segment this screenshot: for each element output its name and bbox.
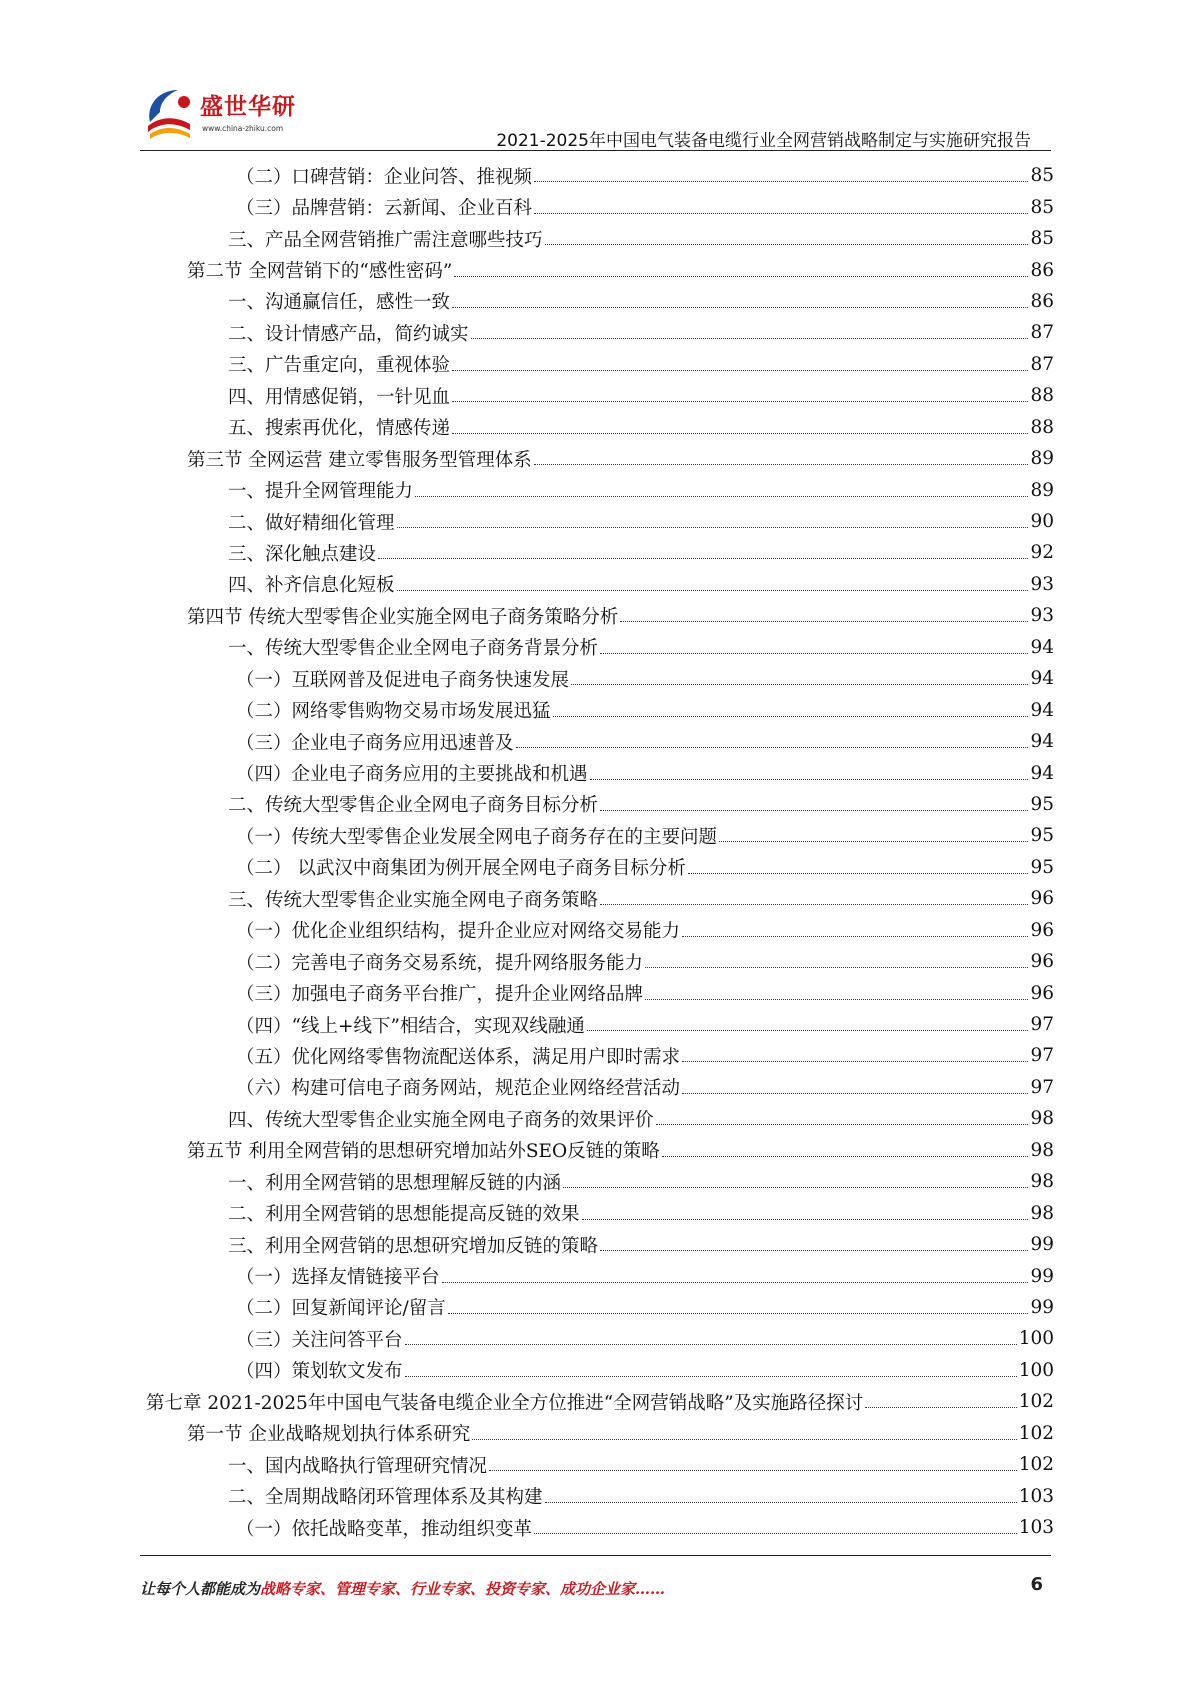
toc-entry[interactable] — [146, 1040, 1054, 1071]
toc-entry-page: 102 — [1018, 1422, 1054, 1444]
toc-dot-leader — [534, 1533, 1017, 1534]
header-divider — [140, 150, 1051, 151]
table-of-contents — [146, 160, 1054, 1543]
toc-entry-title: 第三节 全网运营 建立零售服务型管理体系 — [187, 449, 532, 471]
toc-entry-page: 96 — [1030, 982, 1054, 1004]
toc-entry-title: （一）互联网普及促进电子商务快速发展 — [236, 669, 570, 691]
toc-dot-leader — [590, 779, 1029, 780]
toc-dot-leader — [405, 1344, 1017, 1345]
toc-entry-page: 93 — [1030, 573, 1054, 595]
toc-dot-leader — [582, 1219, 1029, 1220]
toc-entry[interactable] — [146, 443, 1054, 474]
toc-entry-title: （一）依托战略变革，推动组织变革 — [236, 1518, 533, 1540]
toc-entry-page: 103 — [1018, 1517, 1054, 1539]
toc-dot-leader — [600, 1250, 1028, 1251]
toc-dot-leader — [682, 1093, 1028, 1094]
toc-entry-page: 100 — [1018, 1328, 1054, 1350]
toc-dot-leader — [378, 558, 1028, 559]
toc-entry[interactable] — [146, 474, 1054, 505]
toc-entry[interactable] — [146, 223, 1054, 254]
toc-entry[interactable] — [146, 569, 1054, 600]
toc-entry[interactable] — [146, 632, 1054, 663]
toc-entry[interactable] — [146, 883, 1054, 914]
toc-dot-leader — [534, 464, 1029, 465]
toc-entry-title: （二）口碑营销：企业问答、推视频 — [236, 166, 533, 188]
footer-slogan — [140, 1578, 665, 1599]
toc-entry-page: 94 — [1030, 699, 1054, 721]
toc-entry[interactable] — [146, 1260, 1054, 1291]
toc-entry-title: （二） 以武汉中商集团为例开展全网电子商务目标分析 — [236, 858, 686, 880]
footer-slogan-prefix: 让每个人都能成为 — [140, 1580, 261, 1598]
toc-entry[interactable] — [146, 820, 1054, 851]
logo-mark-icon — [140, 82, 202, 144]
toc-dot-leader — [600, 810, 1028, 811]
toc-entry-page: 86 — [1030, 290, 1054, 312]
toc-dot-leader — [553, 716, 1029, 717]
toc-entry[interactable] — [146, 1072, 1054, 1103]
toc-entry-title: （一）优化企业组织结构，提升企业应对网络交易能力 — [236, 921, 681, 943]
toc-entry-page: 98 — [1030, 1202, 1054, 1224]
toc-entry-title: （二）回复新闻评论/留言 — [236, 1298, 446, 1320]
toc-dot-leader — [645, 967, 1028, 968]
toc-entry[interactable] — [146, 191, 1054, 222]
toc-entry-page: 102 — [1018, 1391, 1054, 1413]
toc-entry-title: 四、传统大型零售企业实施全网电子商务的效果评价 — [228, 1109, 654, 1131]
toc-entry-title: 第二节 全网营销下的“感性密码” — [187, 261, 453, 283]
toc-entry-page: 94 — [1030, 636, 1054, 658]
toc-entry[interactable] — [146, 349, 1054, 380]
toc-entry-title: （四）“线上+线下”相结合，实现双线融通 — [236, 1015, 585, 1037]
toc-entry[interactable] — [146, 915, 1054, 946]
toc-entry-page: 95 — [1030, 856, 1054, 878]
toc-entry-page: 87 — [1030, 353, 1054, 375]
toc-dot-leader — [472, 1439, 1016, 1440]
toc-dot-leader — [587, 1030, 1029, 1031]
toc-entry-page: 94 — [1030, 668, 1054, 690]
toc-dot-leader — [397, 527, 1029, 528]
toc-entry-page: 97 — [1030, 1076, 1054, 1098]
toc-entry[interactable] — [146, 600, 1054, 631]
toc-entry-title: 第五节 利用全网营销的思想研究增加站外SEO反链的策略 — [187, 1141, 660, 1163]
toc-entry-title: 一、沟通赢信任，感性一致 — [228, 292, 451, 314]
toc-dot-leader — [471, 338, 1029, 339]
toc-entry[interactable] — [146, 1229, 1054, 1260]
toc-entry-title: （四）企业电子商务应用的主要挑战和机遇 — [236, 764, 588, 786]
toc-dot-leader — [719, 841, 1028, 842]
toc-entry-page: 90 — [1030, 511, 1054, 533]
toc-dot-leader — [682, 1061, 1028, 1062]
toc-dot-leader — [545, 244, 1029, 245]
toc-entry-title: 第四节 传统大型零售企业实施全网电子商务策略分析 — [187, 606, 619, 628]
logo-text: 盛世华研 — [200, 94, 296, 120]
toc-dot-leader — [563, 1187, 1028, 1188]
toc-dot-leader — [489, 1470, 1017, 1471]
toc-entry-page: 96 — [1030, 919, 1054, 941]
toc-entry-page: 99 — [1030, 1265, 1054, 1287]
company-logo — [140, 82, 310, 144]
toc-dot-leader — [600, 653, 1028, 654]
toc-entry[interactable] — [146, 317, 1054, 348]
toc-entry-page: 98 — [1030, 1139, 1054, 1161]
toc-entry[interactable] — [146, 1009, 1054, 1040]
toc-entry[interactable] — [146, 1418, 1054, 1449]
toc-entry[interactable] — [146, 757, 1054, 788]
toc-entry-page: 85 — [1030, 165, 1054, 187]
toc-entry-title: 第七章 2021-2025年中国电气装备电缆企业全方位推进“全网营销战略”及实施路径探讨 — [146, 1392, 864, 1414]
toc-entry-title: （三）关注问答平台 — [236, 1329, 403, 1351]
toc-dot-leader — [415, 496, 1028, 497]
toc-dot-leader — [452, 370, 1028, 371]
toc-entry[interactable] — [146, 726, 1054, 757]
toc-entry-page: 88 — [1030, 416, 1054, 438]
toc-dot-leader — [600, 904, 1028, 905]
toc-dot-leader — [645, 999, 1028, 1000]
toc-entry[interactable] — [146, 1103, 1054, 1134]
toc-dot-leader — [397, 590, 1029, 591]
toc-entry-title: 一、利用全网营销的思想理解反链的内涵 — [228, 1172, 562, 1194]
toc-entry-page: 94 — [1030, 731, 1054, 753]
toc-entry[interactable] — [146, 412, 1054, 443]
toc-entry-page: 86 — [1030, 259, 1054, 281]
toc-entry[interactable] — [146, 946, 1054, 977]
toc-entry-title: （三）企业电子商务应用迅速普及 — [236, 732, 514, 754]
toc-entry-page: 87 — [1030, 322, 1054, 344]
toc-entry-page: 102 — [1018, 1454, 1054, 1476]
toc-entry[interactable] — [146, 1386, 1054, 1417]
toc-entry-page: 85 — [1030, 196, 1054, 218]
toc-entry-page: 103 — [1018, 1485, 1054, 1507]
toc-dot-leader — [534, 213, 1028, 214]
toc-entry[interactable] — [146, 1480, 1054, 1511]
toc-entry-title: 二、传统大型零售企业全网电子商务目标分析 — [228, 795, 599, 817]
toc-entry-page: 89 — [1030, 479, 1054, 501]
toc-entry-title: 一、国内战略执行管理研究情况 — [228, 1455, 488, 1477]
toc-entry[interactable] — [146, 1512, 1054, 1543]
page-number: 6 — [1030, 1574, 1043, 1595]
toc-entry-page: 96 — [1030, 951, 1054, 973]
toc-entry-title: 五、搜索再优化，情感传递 — [228, 418, 451, 440]
toc-entry[interactable] — [146, 852, 1054, 883]
toc-entry-title: 三、广告重定向，重视体验 — [228, 355, 451, 377]
toc-entry-title: 三、产品全网营销推广需注意哪些技巧 — [228, 229, 543, 251]
toc-entry-page: 88 — [1030, 385, 1054, 407]
toc-dot-leader — [865, 1407, 1016, 1408]
toc-entry[interactable] — [146, 694, 1054, 725]
toc-entry-title: 四、补齐信息化短板 — [228, 575, 395, 597]
toc-entry[interactable] — [146, 1449, 1054, 1480]
toc-entry[interactable] — [146, 1355, 1054, 1386]
toc-dot-leader — [452, 401, 1028, 402]
toc-entry[interactable] — [146, 977, 1054, 1008]
toc-entry-title: （三）加强电子商务平台推广，提升企业网络品牌 — [236, 984, 644, 1006]
toc-dot-leader — [545, 1502, 1017, 1503]
toc-entry-page: 93 — [1030, 605, 1054, 627]
toc-entry[interactable] — [146, 254, 1054, 285]
toc-dot-leader — [452, 433, 1028, 434]
toc-entry-title: 三、利用全网营销的思想研究增加反链的策略 — [228, 1235, 599, 1257]
toc-dot-leader — [405, 1376, 1017, 1377]
toc-entry[interactable] — [146, 1323, 1054, 1354]
toc-entry-title: 一、提升全网管理能力 — [228, 481, 414, 503]
toc-entry-title: （四）策划软文发布 — [236, 1361, 403, 1383]
toc-entry[interactable] — [146, 506, 1054, 537]
toc-entry-page: 94 — [1030, 762, 1054, 784]
toc-entry-title: 一、传统大型零售企业全网电子商务背景分析 — [228, 638, 599, 660]
toc-entry-page: 85 — [1030, 228, 1054, 250]
logo-url: www.china-zhiku.com — [202, 124, 284, 133]
toc-entry-title: 三、深化触点建设 — [228, 543, 377, 565]
toc-entry[interactable] — [146, 160, 1054, 191]
toc-entry-title: 二、设计情感产品，简约诚实 — [228, 323, 469, 345]
toc-entry[interactable] — [146, 1292, 1054, 1323]
toc-dot-leader — [452, 307, 1028, 308]
toc-dot-leader — [662, 1156, 1029, 1157]
toc-entry-page: 97 — [1030, 1045, 1054, 1067]
toc-entry-title: 二、做好精细化管理 — [228, 512, 395, 534]
toc-entry-page: 98 — [1030, 1171, 1054, 1193]
toc-entry[interactable] — [146, 1135, 1054, 1166]
toc-entry-page: 89 — [1030, 448, 1054, 470]
toc-entry-page: 97 — [1030, 1014, 1054, 1036]
toc-entry-title: （一）选择友情链接平台 — [236, 1267, 440, 1289]
toc-entry-title: （六）构建可信电子商务网站，规范企业网络经营活动 — [236, 1078, 681, 1100]
toc-entry-page: 98 — [1030, 1108, 1054, 1130]
toc-entry-page: 99 — [1030, 1234, 1054, 1256]
page-header — [0, 0, 1191, 150]
toc-entry-title: （一）传统大型零售企业发展全网电子商务存在的主要问题 — [236, 826, 718, 848]
toc-entry-title: 第一节 企业战略规划执行体系研究 — [187, 1424, 471, 1446]
toc-entry-title: （二）网络零售购物交易市场发展迅猛 — [236, 701, 551, 723]
toc-dot-leader — [620, 621, 1028, 622]
toc-dot-leader — [516, 747, 1029, 748]
report-title: 2021-2025年中国电气装备电缆行业全网营销战略制定与实施研究报告 — [496, 131, 1031, 151]
toc-dot-leader — [688, 873, 1029, 874]
toc-entry-title: （三）品牌营销：云新闻、企业百科 — [236, 198, 533, 220]
footer-divider — [140, 1555, 1051, 1556]
toc-entry-page: 99 — [1030, 1296, 1054, 1318]
toc-entry[interactable] — [146, 537, 1054, 568]
toc-entry-title: 四、用情感促销，一针见血 — [228, 386, 451, 408]
toc-dot-leader — [571, 684, 1028, 685]
toc-entry-page: 100 — [1018, 1359, 1054, 1381]
toc-entry-title: 二、全周期战略闭环管理体系及其构建 — [228, 1487, 543, 1509]
toc-dot-leader — [682, 936, 1028, 937]
toc-entry-page: 92 — [1030, 542, 1054, 564]
toc-entry[interactable] — [146, 663, 1054, 694]
toc-dot-leader — [448, 1313, 1029, 1314]
toc-dot-leader — [442, 1282, 1029, 1283]
toc-entry[interactable] — [146, 380, 1054, 411]
toc-entry[interactable] — [146, 789, 1054, 820]
toc-dot-leader — [534, 181, 1028, 182]
toc-entry[interactable] — [146, 286, 1054, 317]
toc-entry[interactable] — [146, 1166, 1054, 1197]
toc-entry-page: 95 — [1030, 793, 1054, 815]
footer-slogan-highlight: 战略专家、管理专家、行业专家、投资专家、成功企业家…… — [260, 1580, 666, 1598]
toc-entry-title: （五）优化网络零售物流配送体系，满足用户即时需求 — [236, 1046, 681, 1068]
toc-dot-leader — [656, 1124, 1029, 1125]
toc-entry-title: 二、利用全网营销的思想能提高反链的效果 — [228, 1204, 580, 1226]
toc-entry-page: 96 — [1030, 888, 1054, 910]
toc-entry[interactable] — [146, 1197, 1054, 1228]
toc-entry-page: 95 — [1030, 825, 1054, 847]
toc-entry-title: （二）完善电子商务交易系统，提升网络服务能力 — [236, 952, 644, 974]
toc-dot-leader — [454, 276, 1028, 277]
toc-entry-title: 三、传统大型零售企业实施全网电子商务策略 — [228, 889, 599, 911]
